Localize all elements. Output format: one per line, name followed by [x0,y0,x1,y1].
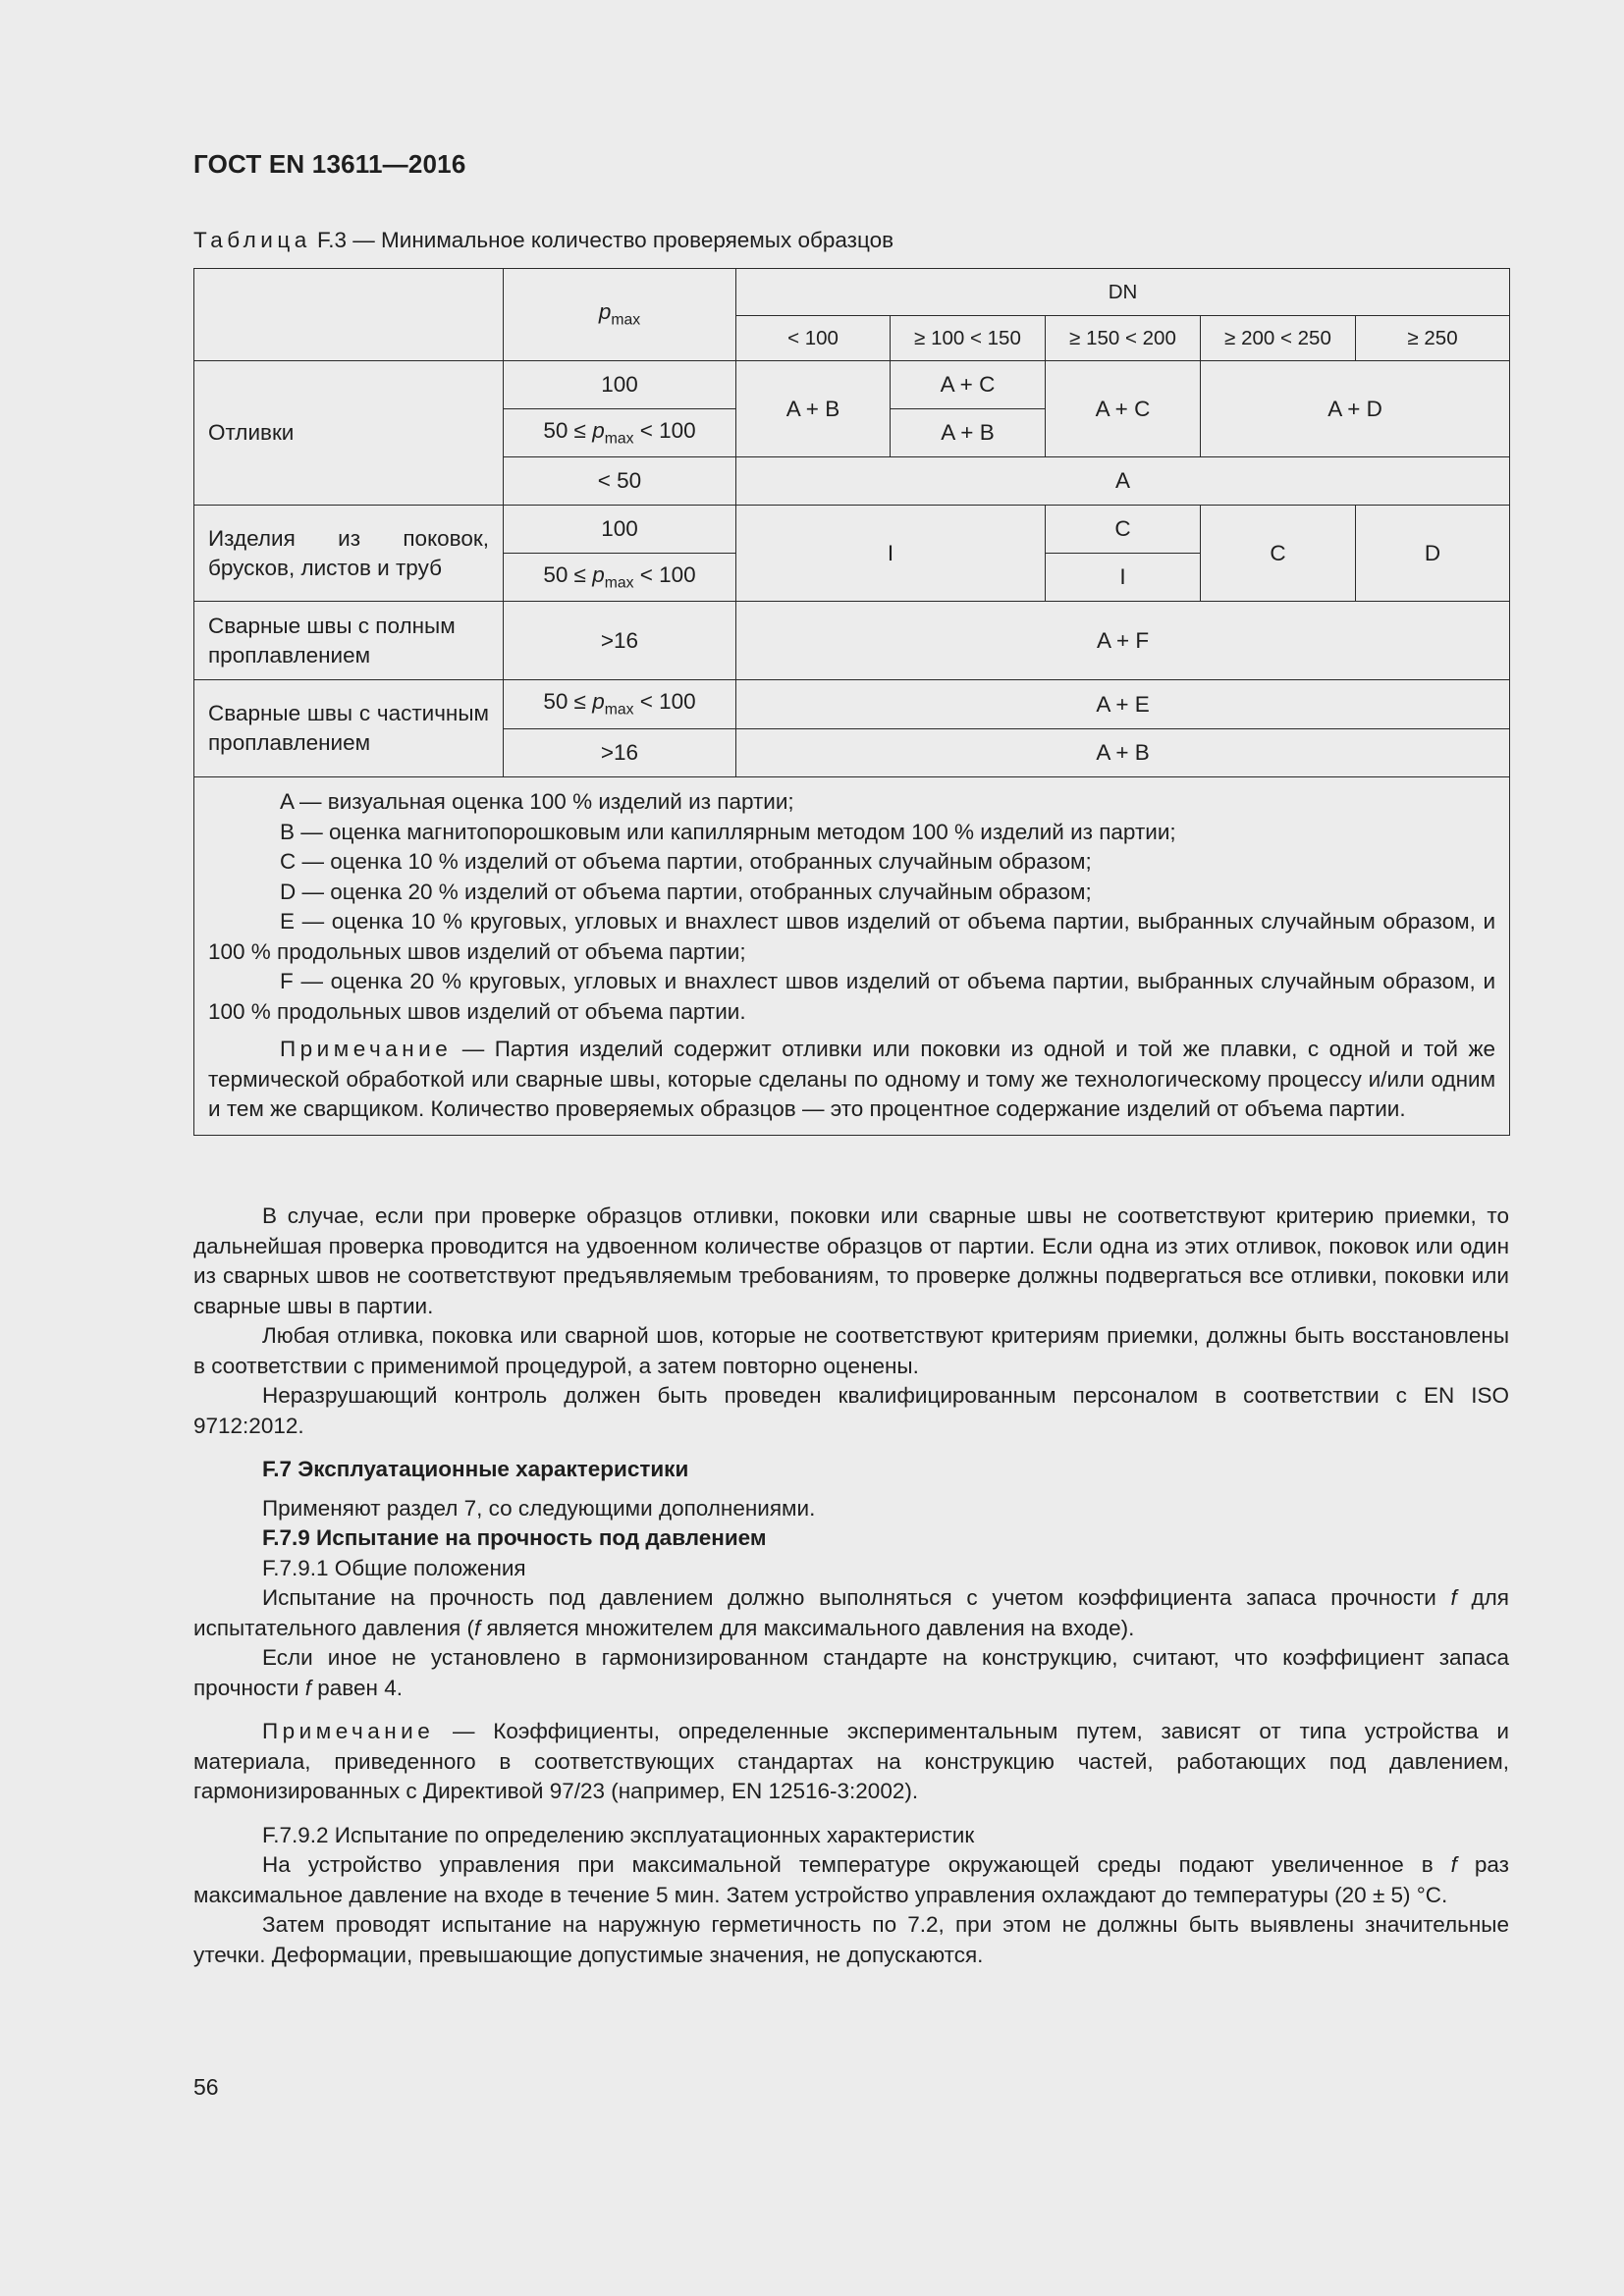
pmax-header: $p_{max}$ [504,269,736,361]
dn-col-1: < 100 [736,316,891,361]
table-caption-word: Таблица [193,228,311,252]
forgings-d: D [1356,506,1510,602]
castings-ad: A + D [1201,361,1510,457]
castings-p1: 100 [504,361,736,409]
legend-c: C — оценка 10 % изделий от объема партии, отобранных случайным образом; [280,849,1092,874]
castings-ac-1: A + C [891,361,1046,409]
paragraph-repair: Любая отливка, поковка или сварной шов, которые не соответствуют критериям приемки, должны быть восстановлены в соответствии с применимой процедурой, а затем повторно оценены. [193,1323,1509,1378]
legend-a: A — визуальная оценка 100 % изделий из партии; [280,789,794,814]
body-text [193,1201,1509,1970]
heading-f79: F.7.9 Испытание на прочность под давлением [262,1525,767,1550]
table-note [208,1035,1495,1125]
table-corner-cell [194,269,504,361]
legend-f: F — оценка 20 % круговых, угловых и внахлест швов изделий от объема партии, выбранных случайным образом, и 100 % продольных швов изделий от объема партии. [208,969,1496,1024]
paragraph-max-pressure: На устройство управления при максимальной температуре окружающей среды подают увеличенное в f раз максимальное давление на входе в течение 5 мин. Затем устройство управления охлаждают до температуры (20 ± 5) °С. [193,1852,1509,1907]
page-number: 56 [193,2074,219,2100]
castings-a: A [736,457,1510,506]
castings-ac-2: A + C [1046,361,1201,457]
castings-ab-2: A + B [891,409,1046,457]
paragraph-ndt: Неразрушающий контроль должен быть проведен квалифицированным персоналом в соответствии с EN ISO 9712:2012. [193,1383,1509,1438]
row-label-full-weld: Сварные швы с полным проплавлением [194,602,504,680]
forgings-p2: $50 \le p_{max} < 100$ [504,554,736,602]
castings-p3: < 50 [504,457,736,506]
forgings-i: I [736,506,1046,602]
forgings-p1: 100 [504,506,736,554]
table-caption [193,228,893,253]
heading-f792: F.7.9.2 Испытание по определению эксплуатационных характеристик [262,1822,975,1847]
dn-col-2: ≥ 100 < 150 [891,316,1046,361]
partial-weld-v1: A + E [736,680,1510,729]
full-weld-value: A + F [736,602,1510,680]
paragraph-apply-section: Применяют раздел 7, со следующими дополнениями. [262,1495,816,1521]
legend-b: B — оценка магнитопорошковым или капиллярным методом 100 % изделий из партии; [280,819,1176,844]
dn-col-4: ≥ 200 < 250 [1201,316,1356,361]
dn-col-3: ≥ 150 < 200 [1046,316,1201,361]
inspection-table [193,268,1510,1136]
castings-p2: $50 \le p_{max} < 100$ [504,409,736,457]
legend-d: D — оценка 20 % изделий от объема партии, отобранных случайным образом; [280,879,1092,904]
forgings-c-1: C [1046,506,1201,554]
full-weld-p: >16 [504,602,736,680]
paragraph-retest: В случае, если при проверке образцов отливки, поковки или сварные швы не соответствуют критерию приемки, то дальнейшая проверка проводится на удвоенном количестве образцов от партии. Если одна из этих отливок, поковок или один из сварных швов не соответствуют предъявляемым требованиям, то проверке должны подвергаться все отливки, поковки или сварные швы в партии. [193,1203,1509,1318]
table-caption-text: F.3 — Минимальное количество проверяемых образцов [317,228,894,252]
forgings-i-2: I [1046,554,1201,602]
table-legend [194,777,1510,1136]
table-note-word: Примечание [280,1037,453,1061]
paragraph-safety-factor: Испытание на прочность под давлением должно выполняться с учетом коэффициента запаса прочности f для испытательного давления (f является множителем для максимального давления на входе). [193,1585,1509,1640]
document-header: ГОСТ EN 13611—2016 [193,149,466,179]
partial-weld-p1: $50 \le p_{max} < 100$ [504,680,736,729]
row-label-forgings: Изделия из поковок, брусков, листов и труб [194,506,504,602]
partial-weld-p2: >16 [504,729,736,777]
heading-f7: F.7 Эксплуатационные характеристики [262,1457,689,1481]
row-label-partial-weld: Сварные швы с частичным проплавлением [194,680,504,777]
dn-header: DN [736,269,1510,316]
legend-e: E — оценка 10 % круговых, угловых и внахлест швов изделий от объема партии, выбранных случайным образом, и 100 % продольных швов изделий от объема партии; [208,909,1496,964]
table-note-text: — Партия изделий содержит отливки или поковки из одной и той же плавки, с одной и той же термической обработкой или сварные швы, которые сделаны по одному и тому же технологическому процессу и/или одним и тем же сварщиком. Количество проверяемых образцов — это процентное содержание изделий от объема партии. [208,1037,1496,1121]
heading-f791: F.7.9.1 Общие положения [262,1555,526,1580]
partial-weld-v2: A + B [736,729,1510,777]
row-label-castings: Отливки [194,361,504,506]
dn-col-5: ≥ 250 [1356,316,1510,361]
paragraph-factor-value: Если иное не установлено в гармонизированном стандарте на конструкцию, считают, что коэффициент запаса прочности f равен 4. [193,1645,1509,1700]
note-coefficients: Примечание — Коэффициенты, определенные экспериментальным путем, зависят от типа устройства и материала, приведенного в соответствующих стандартах на конструкцию частей, работающих под давлением, гармонизированных с Директивой 97/23 (например, EN 12516-3:2002). [193,1719,1509,1803]
castings-ab: A + B [736,361,891,457]
forgings-c-2: C [1201,506,1356,602]
paragraph-leak-test: Затем проводят испытание на наружную герметичность по 7.2, при этом не должны быть выявлены значительные утечки. Деформации, превышающие допустимые значения, не допускаются. [193,1912,1509,1967]
